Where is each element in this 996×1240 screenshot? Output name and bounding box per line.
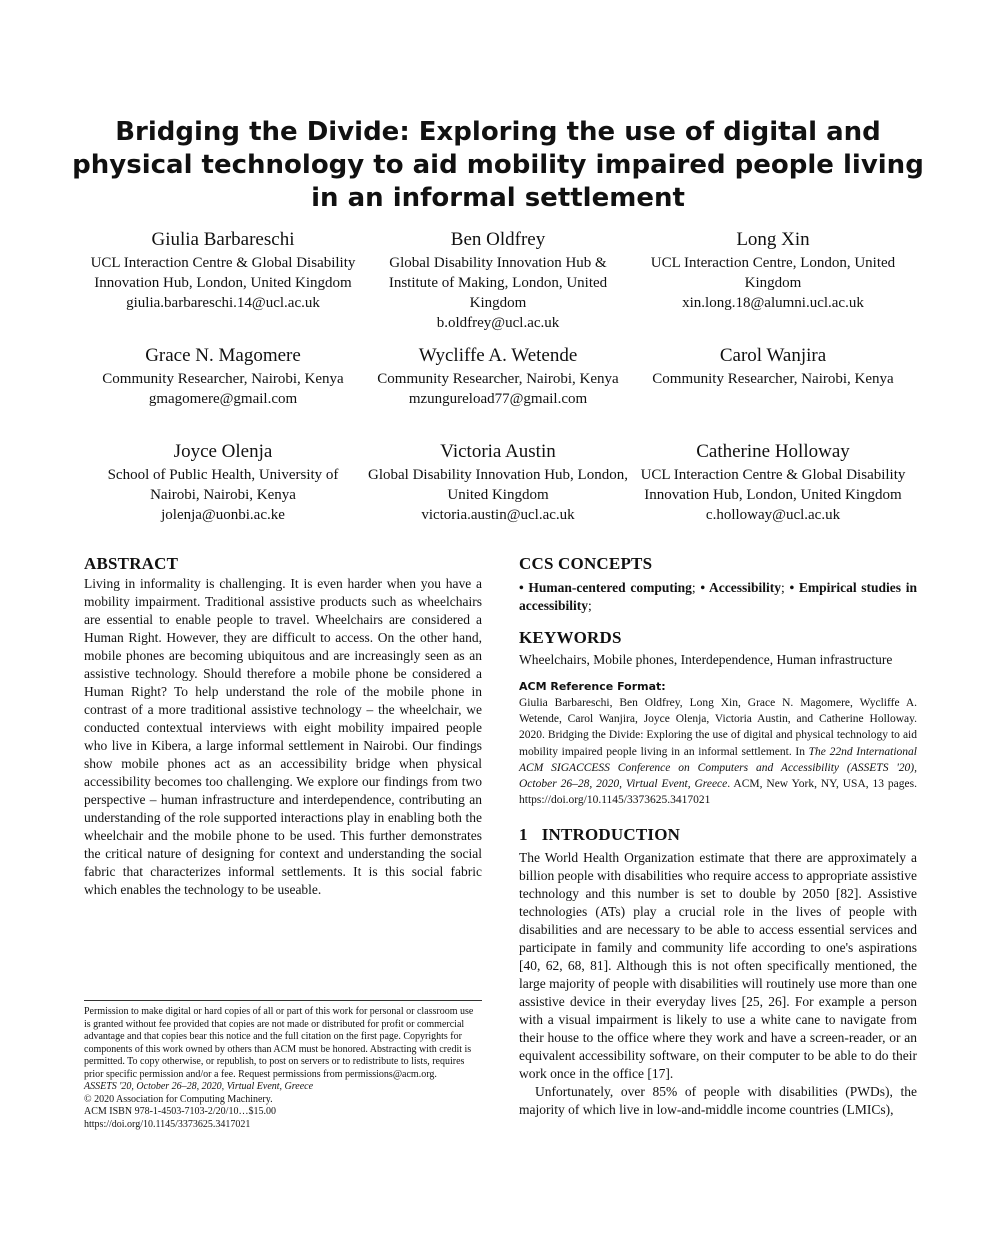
abstract-heading: ABSTRACT [84,554,179,573]
author-affiliation: Global Disability Innovation Hub, London, United Kingdom [368,467,628,503]
author-affiliation: School of Public Health, University of Nairobi, Nairobi, Kenya [107,467,339,503]
author-block [638,439,908,525]
author-email: xin.long.18@alumni.ucl.ac.uk [682,295,864,311]
intro-paragraph: The World Health Organization estimate that there are approximately a billion people with disabilities who require access to appropriate assistive technology and this number is set to double by 2050 [82]. Assistive technologies (ATs) play a crucial role in the lives of people with disabilities and are necessary to be able to access essential services and participate in family and community life according to one's aspirations [40, 62, 68, 81]. Although this is not often specifically mentioned, the large majority of people with disabilities will routinely use more than one assistive device in their everyday lives [25, 26]. For example a person with a visual impairment is likely to use a white cane to navigate from their house to the office where they work and have a screen-reader, or an equivalent accessibility software, on their computer to be able to do their work once in the office [17]. [519,850,917,1082]
author-block [363,439,633,525]
author-affiliation: UCL Interaction Centre, London, United Kingdom [650,255,896,291]
keywords-heading: KEYWORDS [519,628,622,647]
isbn-line: ACM ISBN 978-1-4503-7103-2/20/10…$15.00 [84,1106,276,1117]
author-affiliation: UCL Interaction Centre & Global Disability Innovation Hub, London, United Kingdom [90,255,356,291]
acm-ref-tail: . ACM, New York, NY, USA, 13 pages. https://doi.org/10.1145/3373625.3417021 [519,778,917,807]
author-email: giulia.barbareschi.14@ucl.ac.uk [126,295,320,311]
author-email: mzungureload77@gmail.com [408,391,588,407]
right-column [519,553,917,1119]
author-affiliation: Community Researcher, Nairobi, Kenya [652,371,894,387]
ccs-end: ; [588,598,592,613]
author-name: Catherine Holloway [696,441,850,462]
copyright-line: © 2020 Association for Computing Machinery. [84,1093,273,1105]
author-block [363,343,633,439]
author-name: Carol Wanjira [719,345,827,366]
conference-line [84,1081,482,1094]
intro-heading [519,824,917,846]
author-name: Wycliffe A. Wetende [418,345,578,366]
author-block [88,439,358,525]
keywords-text: Wheelchairs, Mobile phones, Interdependence, Human infrastructure [519,652,893,667]
author-name: Victoria Austin [440,441,556,462]
paper-title: Bridging the Divide: Exploring the use of digital and physical technology to aid mobility impaired people living in an informal settlement [72,117,924,213]
author-affiliation: Community Researcher, Nairobi, Kenya [377,371,619,387]
author-block [638,227,908,343]
acm-ref-text: Giulia Barbareschi, Ben Oldfrey, Long Xin, Grace N. Magomere, Wycliffe A. Wetende, Carol Wanjira, Joyce Olenja, Victoria Austin, and Catherine Holloway. 2020. Bridging the Divide: Exploring the use of digital and physical technology to aid mobility impaired people living in an informal settlement. In [519,697,917,758]
ccs-heading: CCS CONCEPTS [519,554,653,573]
ccs-separator: ; [691,580,701,595]
author-affiliation: Community Researcher, Nairobi, Kenya [102,371,344,387]
author-email: c.holloway@ucl.ac.uk [705,507,841,523]
author-list [88,227,908,525]
intro-paragraph: Unfortunately, over 85% of people with disabilities (PWDs), the majority of which live in low-and-middle income countries (LMICs), [519,1084,917,1118]
author-block [638,343,908,439]
author-block [363,227,633,343]
ccs-item: • Empirical studies in accessibility [519,580,917,613]
author-name: Ben Oldfrey [450,229,546,250]
ccs-item: • Accessibility [700,580,781,595]
author-email: victoria.austin@ucl.ac.uk [421,507,575,523]
section-title: INTRODUCTION [541,825,681,845]
ccs-item: • Human-centered computing [519,580,692,595]
left-column [84,553,482,899]
ccs-concepts [519,579,917,615]
author-email: jolenja@uonbi.ac.ke [161,507,285,523]
ccs-separator: ; [780,580,790,595]
author-block [88,227,358,343]
author-block [88,343,358,439]
conference-name: ASSETS '20, October 26–28, 2020, Virtual Event, Greece [84,1081,314,1092]
author-name: Giulia Barbareschi [151,229,295,250]
copyright-footnote [84,1000,482,1131]
doi-line: https://doi.org/10.1145/3373625.3417021 [84,1118,251,1130]
author-email: b.oldfrey@ucl.ac.uk [436,315,560,331]
author-name: Long Xin [736,229,810,250]
author-email: gmagomere@gmail.com [148,391,298,407]
author-name: Joyce Olenja [173,441,273,462]
permission-notice: Permission to make digital or hard copies of all or part of this work for personal or classroom use is granted without fee provided that copies are not made or distributed for profit or commercial advantage and that copies bear this notice and the full citation on the first page. Copyrights for components of this work owned by others than ACM must be honored. Abstracting with credit is permitted. To copy otherwise, or republish, to post on servers or to redistribute to lists, requires prior specific permission and/or a fee. Request permissions from permissions@acm.org. [84,1006,474,1080]
acm-reference [519,695,917,808]
author-affiliation: Global Disability Innovation Hub & Institute of Making, London, United Kingdom [388,255,608,311]
acm-ref-venue: The 22nd International ACM SIGACCESS Conference on Computers and Accessibility (ASSETS '20), October 26–28, 2020, Virtual Event, Greece [519,745,917,791]
abstract-text: Living in informality is challenging. It is even harder when you have a mobility impairment. Traditional assistive products such as wheelchairs are essential to enable people to travel. Wheelchairs are considered a Human Right. However, they are difficult to access. On the other hand, mobile phones are becoming ubiquitous and are increasingly seen as an assistive technology. Should therefore a mobile phone be considered a Human Right? To help understand the role of the mobile phone in contrast of a more traditional assistive technology – the wheelchair, we conducted contextual interviews with eight mobility impaired people who live in Kibera, a large informal settlement in Nairobi. Our findings show mobile phones act as an accessibility bridge when physical accessibility becomes too challenging. We explore our findings from two perspective – human infrastructure and interdependence, contributing an understanding of the role supported interactions play in enabling both the wheelchair and the mobile phone to be used. This further demonstrates the critical nature of designing for context and understanding the social fabric that characterizes informal settlements. It is this social fabric which enables the technology to be useable. [84,576,482,897]
author-affiliation: UCL Interaction Centre & Global Disability Innovation Hub, London, United Kingdom [640,467,906,503]
section-number: 1 [519,825,528,845]
acm-ref-heading: ACM Reference Format: [519,680,666,693]
author-name: Grace N. Magomere [145,345,301,366]
